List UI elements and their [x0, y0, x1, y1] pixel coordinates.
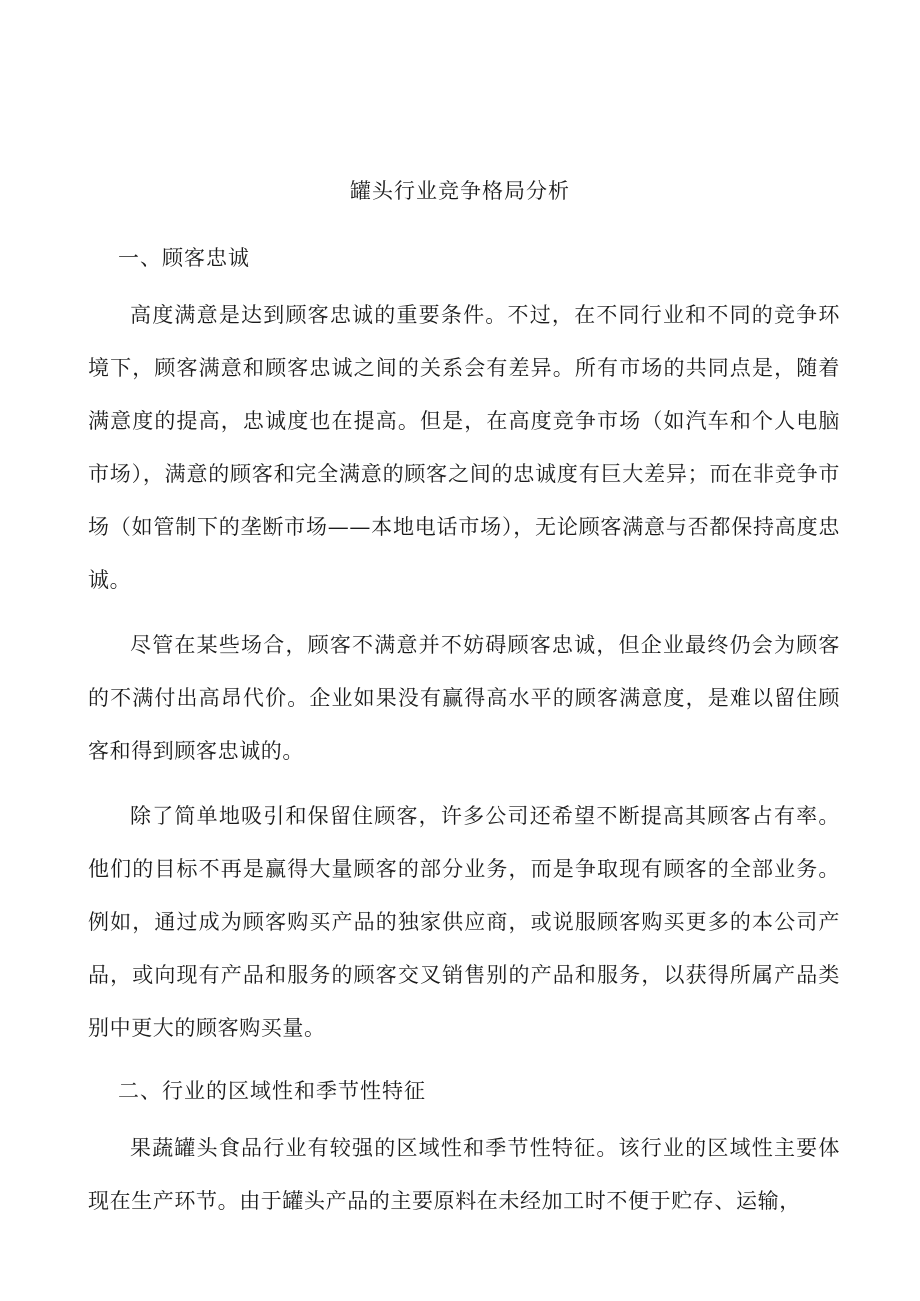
section-customer-loyalty	[88, 240, 840, 1055]
section-regional-seasonal	[88, 1073, 840, 1228]
paragraph: 尽管在某些场合，顾客不满意并不妨碍顾客忠诚，但企业最终仍会为顾客的不满付出高昂代价。企业如果没有赢得高水平的顾客满意度，是难以留住顾客和得到顾客忠诚的。	[88, 633, 840, 763]
section-heading: 二、行业的区域性和季节性特征	[118, 1079, 426, 1103]
paragraph: 高度满意是达到顾客忠诚的重要条件。不过，在不同行业和不同的竞争环境下，顾客满意和顾客忠诚之间的关系会有差异。所有市场的共同点是，随着满意度的提高，忠诚度也在提高。但是，在高度竞争市场（如汽车和个人电脑市场），满意的顾客和完全满意的顾客之间的忠诚度有巨大差异；而在非竞争市场（如管制下的垄断市场——本地电话市场），无论顾客满意与否都保持高度忠诚。	[88, 303, 840, 592]
document-body	[88, 240, 840, 1228]
document-title: 罐头行业竞争格局分析	[350, 179, 570, 203]
paragraph: 果蔬罐头食品行业有较强的区域性和季节性特征。该行业的区域性主要体现在生产环节。由于罐头产品的主要原料在未经加工时不便于贮存、运输，	[88, 1136, 840, 1213]
paragraph: 除了简单地吸引和保留住顾客，许多公司还希望不断提高其顾客占有率。他们的目标不再是赢得大量顾客的部分业务，而是争取现有顾客的全部业务。例如，通过成为顾客购买产品的独家供应商，或说服顾客购买更多的本公司产品，或向现有产品和服务的顾客交叉销售别的产品和服务，以获得所属产品类别中更大的顾客购买量。	[88, 804, 840, 1040]
section-heading: 一、顾客忠诚	[118, 246, 250, 270]
